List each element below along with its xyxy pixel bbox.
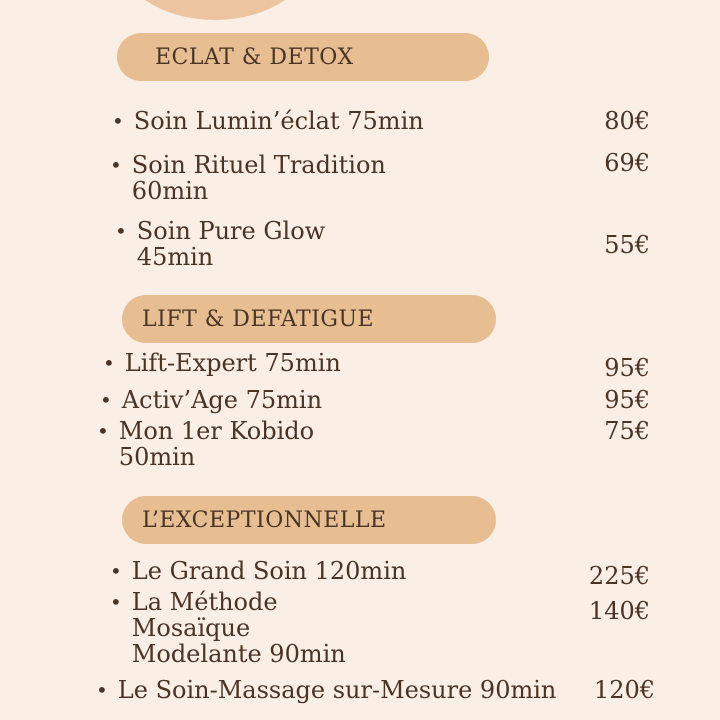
item-price: 75€: [604, 417, 650, 445]
item-duration: 45min: [136, 243, 214, 271]
item-price: 120€: [593, 676, 655, 704]
item-name: Mon 1er Kobido: [118, 417, 315, 445]
menu-item: [110, 558, 406, 584]
decorative-circle: [115, 0, 315, 20]
menu-item: [110, 152, 386, 204]
menu-item: [100, 387, 322, 413]
menu-item: [110, 589, 346, 667]
bullet: •: [100, 388, 112, 412]
item-duration: Modelante 90min: [131, 640, 346, 668]
item-price: 225€: [588, 562, 650, 590]
item-duration: 60min: [131, 177, 209, 205]
bullet: •: [110, 559, 122, 583]
section-header-lift-defatigue: [122, 295, 496, 343]
item-duration: 50min: [118, 443, 196, 471]
menu-item: [97, 418, 314, 470]
menu-item: [112, 108, 424, 134]
section-header-eclat-detox: [117, 33, 489, 81]
bullet: •: [97, 419, 109, 443]
item-price: 140€: [588, 597, 650, 625]
item-name-line-2: Mosaïque: [131, 614, 251, 642]
item-price: 95€: [604, 386, 650, 414]
item-name: La Méthode: [131, 588, 278, 616]
item-price: 55€: [604, 231, 650, 259]
bullet: •: [112, 109, 124, 133]
item-price: 80€: [604, 107, 650, 135]
item-price: 69€: [604, 149, 650, 177]
item-name: Activ’Age 75min: [121, 386, 323, 414]
item-name: Le Soin-Massage sur-Mesure 90min: [117, 676, 557, 704]
menu-item: [115, 218, 325, 270]
bullet: •: [110, 153, 122, 177]
bullet: •: [96, 678, 108, 702]
bullet: •: [103, 351, 115, 375]
bullet: •: [115, 219, 127, 243]
menu-item: [103, 350, 341, 376]
item-name: Le Grand Soin 120min: [131, 557, 407, 585]
item-name: Soin Rituel Tradition: [131, 151, 386, 179]
section-title: ECLAT & DETOX: [155, 44, 354, 70]
item-price: 95€: [604, 354, 650, 382]
item-name: Soin Pure Glow: [136, 217, 326, 245]
menu-item: [96, 677, 556, 703]
item-name: Lift-Expert 75min: [124, 349, 341, 377]
section-title: LIFT & DEFATIGUE: [142, 306, 375, 332]
bullet: •: [110, 590, 122, 614]
section-header-exceptionnelle: [122, 496, 496, 544]
item-name: Soin Lumin’éclat 75min: [133, 107, 424, 135]
section-title: L’EXCEPTIONNELLE: [142, 507, 387, 533]
